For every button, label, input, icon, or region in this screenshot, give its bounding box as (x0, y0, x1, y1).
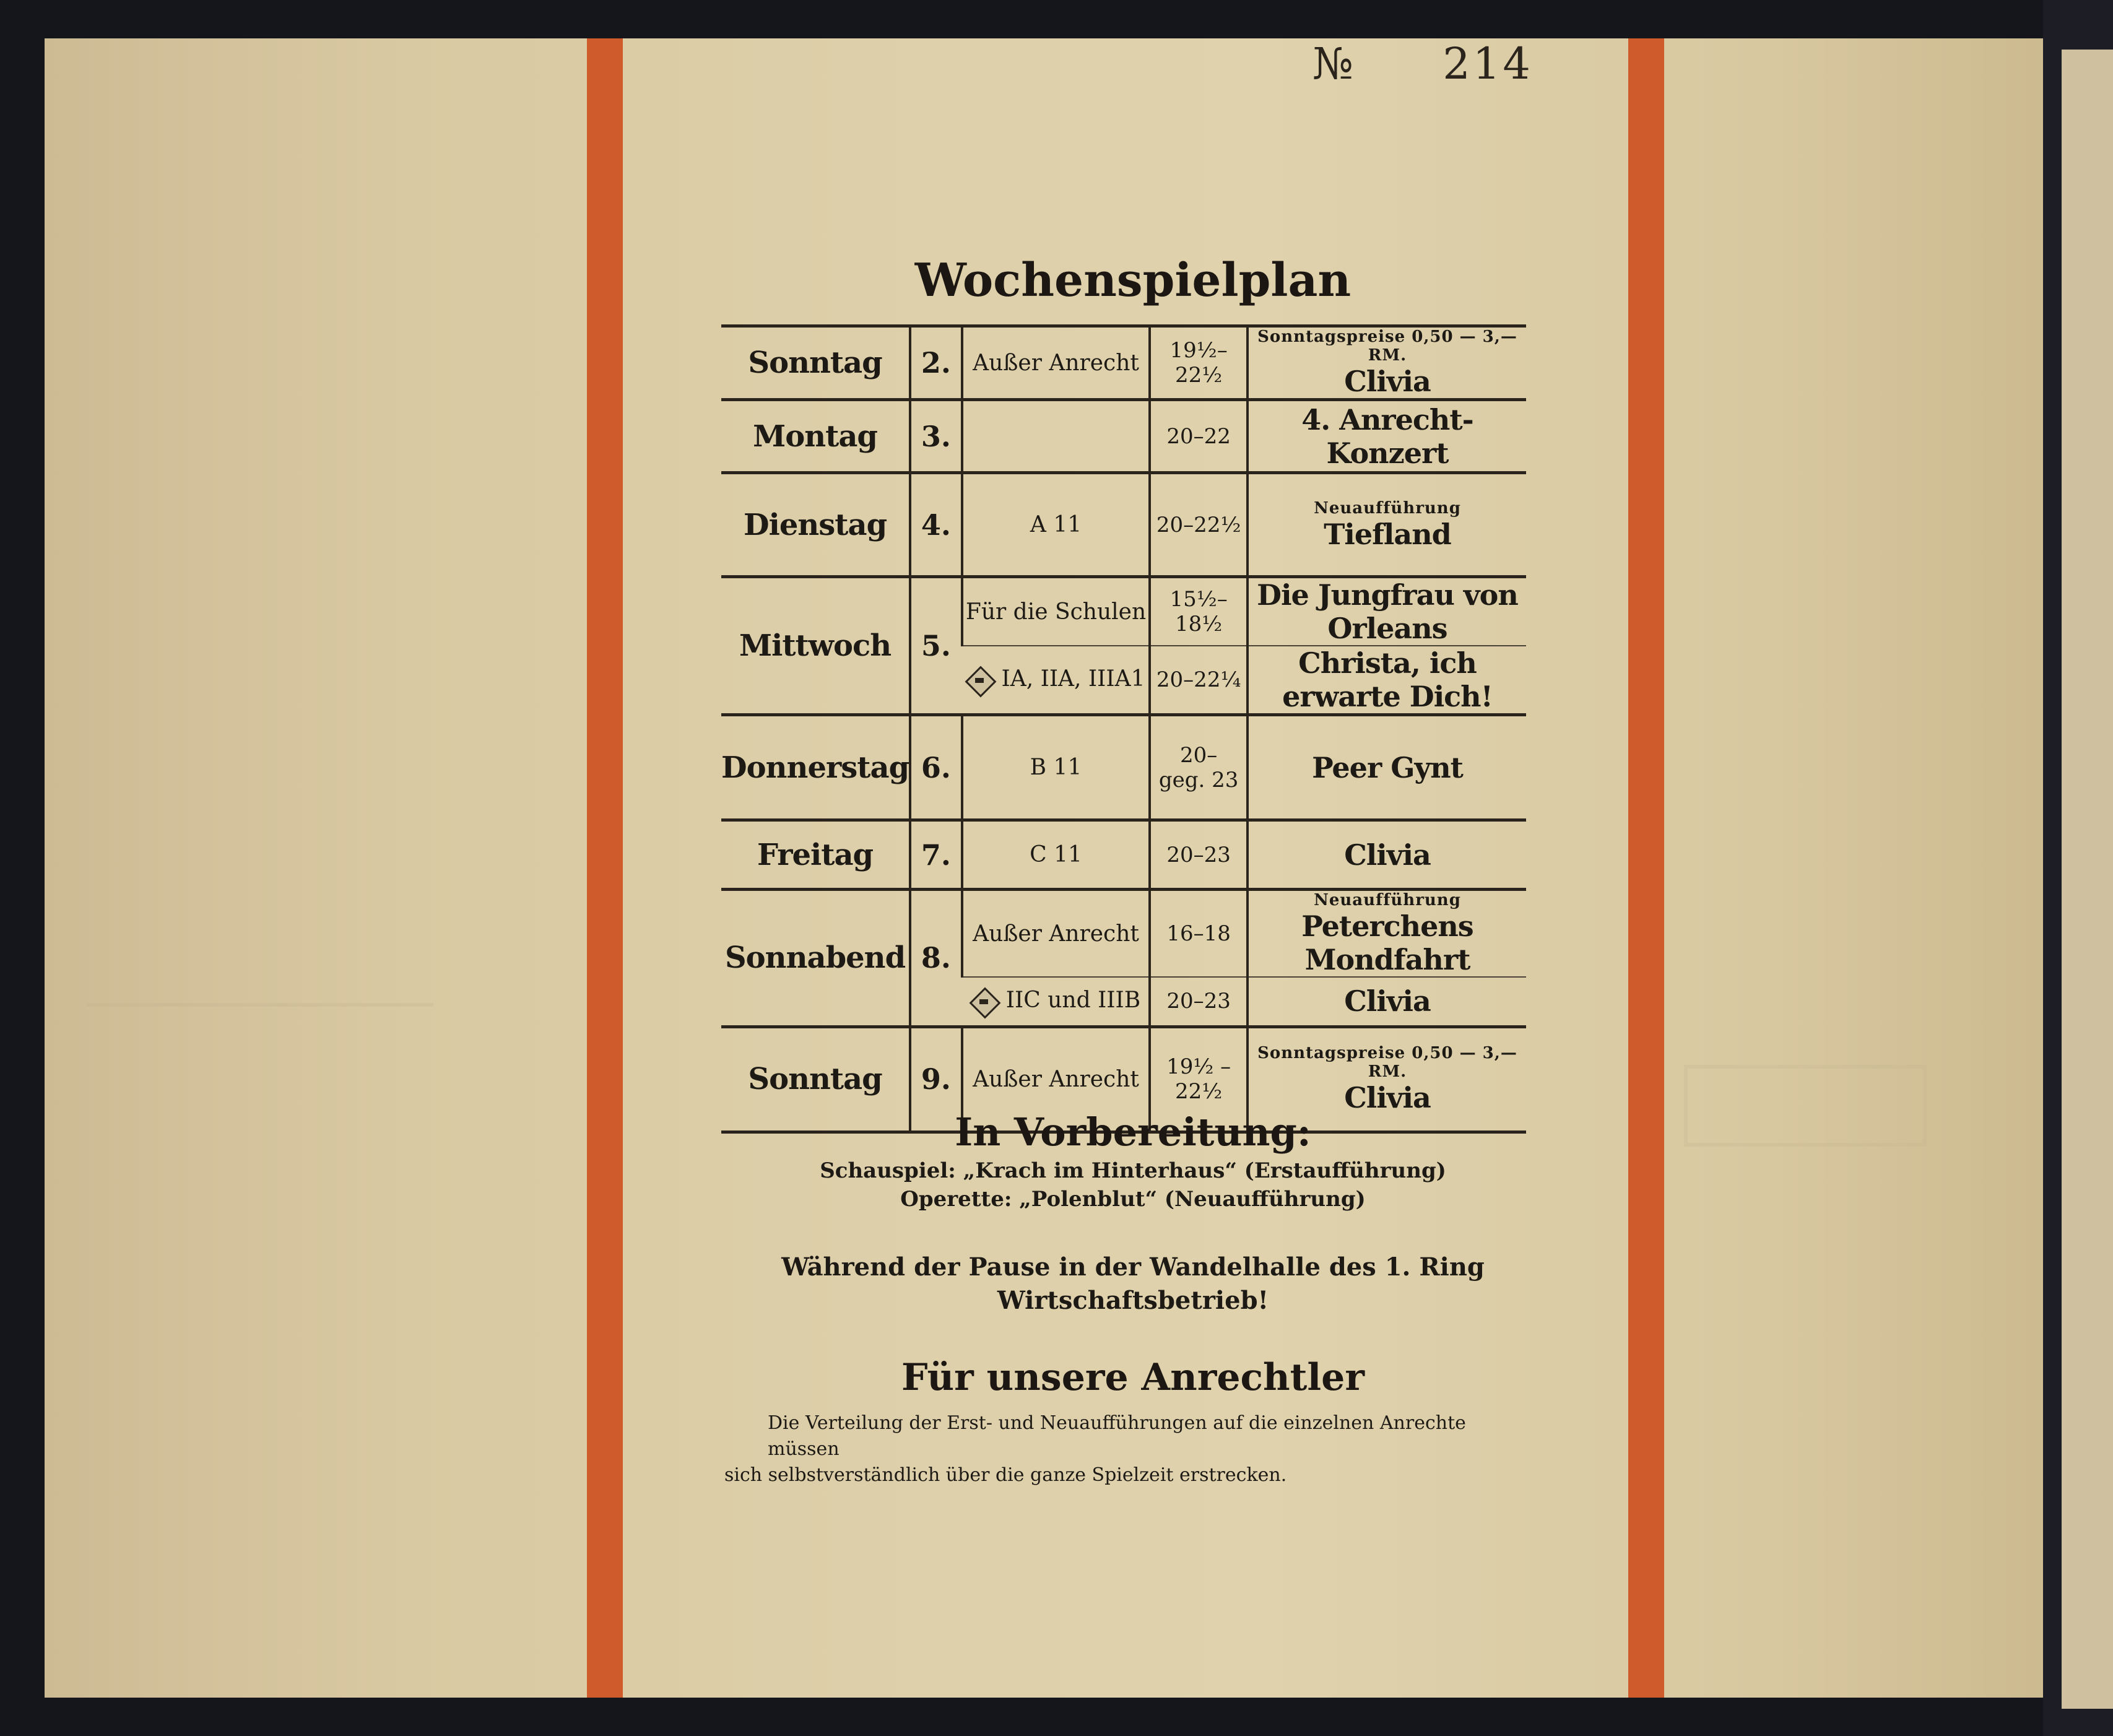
day-date: 8. (910, 890, 962, 1027)
day-name: Sonntag (721, 1026, 910, 1132)
pause-line: Wirtschaftsbetrieb! (997, 1286, 1269, 1315)
day-name: Sonntag (721, 326, 910, 400)
pause-line: Während der Pause in der Wandelhalle des 1. Ring (781, 1252, 1485, 1282)
premiere-note: Neuaufführung (1314, 498, 1461, 518)
diamond-emblem-icon (966, 667, 993, 694)
time: 20–22¼ (1150, 646, 1247, 715)
schedule-row-wednesday-5 (721, 577, 1526, 646)
time: 20–23 (1150, 977, 1247, 1026)
subscription: Außer Anrecht (962, 1026, 1150, 1132)
preparation-list (628, 1157, 1638, 1213)
subscribers-text (724, 1410, 1529, 1488)
schedule-row-friday-7 (721, 820, 1526, 890)
play-title: 4. Anrecht-Konzert (1247, 400, 1526, 473)
time: 19½ – 22½ (1150, 1026, 1247, 1132)
subscription: B 11 (962, 715, 1150, 820)
diamond-emblem-icon (970, 988, 997, 1015)
day-date: 3. (910, 400, 962, 473)
time: 20–23 (1150, 820, 1247, 890)
day-name: Donnerstag (721, 715, 910, 820)
number-label: № (1312, 38, 1356, 89)
day-date: 7. (910, 820, 962, 890)
price-note: Sonntagspreise 0,50 — 3,— RM. (1257, 328, 1517, 365)
play-title: Christa, ich erwarte Dich! (1247, 646, 1526, 715)
subscribers-heading: Für unsere Anrechtler (901, 1356, 1365, 1399)
day-name: Sonnabend (721, 890, 910, 1027)
play-title: Clivia (1247, 820, 1526, 890)
pause-notice (628, 1251, 1638, 1317)
bleed-through-block (87, 867, 433, 1007)
play-title: Die Jungfrau von Orleans (1247, 577, 1526, 646)
play-title: Clivia (1247, 977, 1526, 1026)
preparation-line: Operette: „Polenblut“ (Neuaufführung) (900, 1187, 1366, 1212)
bleed-through-block (1684, 1065, 1927, 1147)
day-name: Freitag (721, 820, 910, 890)
left-red-bar (587, 38, 623, 1698)
play-cell (1247, 473, 1526, 577)
time: 20– geg. 23 (1150, 715, 1247, 820)
subscription: Außer Anrecht (962, 890, 1150, 978)
day-date: 2. (910, 326, 962, 400)
subscription: Für die Schulen (962, 577, 1150, 646)
premiere-note: Neuaufführung (1314, 891, 1461, 909)
subscription-label: IA, IIA, IIIA1 (1001, 666, 1145, 692)
play-title: Tiefland (1324, 517, 1451, 551)
schedule-row-sunday-2 (721, 326, 1526, 400)
subscription-label: IIC und IIIB (1005, 987, 1141, 1013)
time: 19½– 22½ (1150, 326, 1247, 400)
play-title: Clivia (1344, 365, 1431, 398)
subscription (962, 400, 1150, 473)
schedule-row-monday-3 (721, 400, 1526, 473)
issue-number (1312, 38, 1533, 89)
schedule-row-saturday-8 (721, 890, 1526, 978)
day-date: 4. (910, 473, 962, 577)
subscription (962, 646, 1150, 715)
play-title: Peer Gynt (1247, 715, 1526, 820)
subscription (962, 977, 1150, 1026)
time: 15½– 18½ (1150, 577, 1247, 646)
price-note: Sonntagspreise 0,50 — 3,— RM. (1257, 1044, 1517, 1081)
schedule-row-tuesday-4 (721, 473, 1526, 577)
schedule-title: Wochenspielplan (914, 254, 1352, 307)
weekly-schedule-table (721, 324, 1526, 1134)
schedule-row-thursday-6 (721, 715, 1526, 820)
preparation-heading: In Vorbereitung: (955, 1109, 1311, 1155)
day-name: Montag (721, 400, 910, 473)
play-cell (1247, 326, 1526, 400)
play-title: Peterchens Mondfahrt (1301, 909, 1473, 976)
subscription: Außer Anrecht (962, 326, 1150, 400)
subscription: C 11 (962, 820, 1150, 890)
preparation-line: Schauspiel: „Krach im Hinterhaus“ (Erstaufführung) (820, 1158, 1446, 1183)
subscribers-line: sich selbstverständlich über die ganze Spielzeit erstrecken. (724, 1464, 1287, 1486)
time: 20–22½ (1150, 473, 1247, 577)
time: 20–22 (1150, 400, 1247, 473)
day-date: 9. (910, 1026, 962, 1132)
play-cell (1247, 890, 1526, 978)
adjacent-page-edge (2062, 50, 2113, 1709)
number-value: 214 (1443, 38, 1533, 89)
day-date: 5. (910, 577, 962, 715)
subscription: A 11 (962, 473, 1150, 577)
time: 16–18 (1150, 890, 1247, 978)
day-date: 6. (910, 715, 962, 820)
day-name: Mittwoch (721, 577, 910, 715)
play-title: Clivia (1344, 1081, 1431, 1114)
subscribers-line: Die Verteilung der Erst- und Neuaufführungen auf die einzelnen Anrechte müssen (768, 1412, 1466, 1460)
day-name: Dienstag (721, 473, 910, 577)
